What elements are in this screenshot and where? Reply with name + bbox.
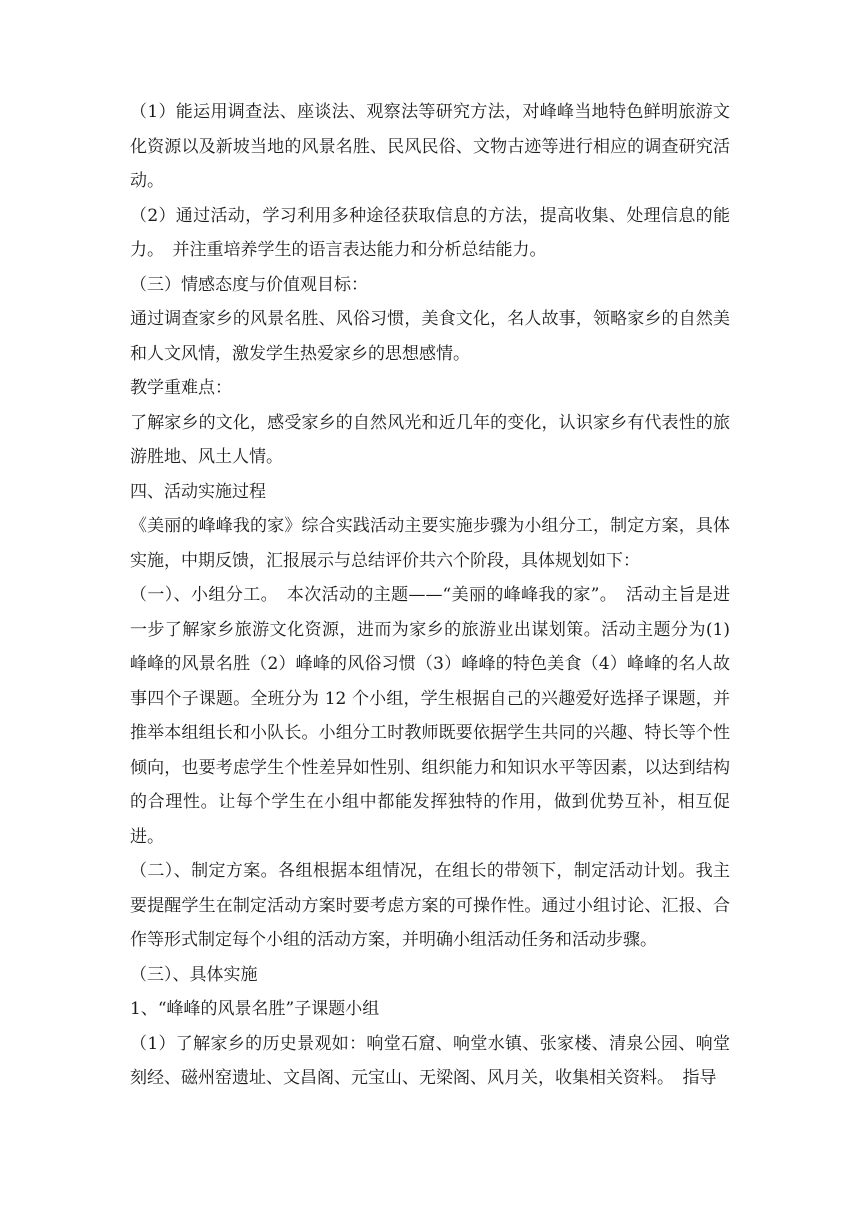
key-points-paragraph: 了解家乡的文化，感受家乡的自然风光和近几年的变化，认识家乡有代表性的旅游胜地、风土人情。 — [130, 412, 730, 467]
objective-paragraph-1: （1）能运用调查法、座谈法、观察法等研究方法，对峰峰当地特色鲜明旅游文化资源以及新坡当地的风景名胜、民风民俗、文物古迹等进行相应的调查研究活动。 — [130, 102, 730, 191]
objective-paragraph-2: （2）通过活动，学习利用多种途径获取信息的方法，提高收集、处理信息的能力。 并注重培养学生的语言表达能力和分析总结能力。 — [130, 205, 730, 260]
emotion-goals-paragraph: 通过调查家乡的风景名胜、风俗习惯，美食文化，名人故事，领略家乡的自然美和人文风情，激发学生热爱家乡的思想感情。 — [130, 309, 730, 364]
group-division-paragraph: （一）、小组分工。 本次活动的主题——“美丽的峰峰我的家”。 活动主旨是进一步了解家乡旅游文化资源，进而为家乡的旅游业出谋划策。活动主题分为(1)峰峰的风景名胜（2）峰峰的风俗习惯（3）峰峰的特色美食（4）峰峰的名人故事四个子课题。全班分为 12 个小组，学生根据自己的兴趣爱好选择子课题，并推举本组组长和小队长。小组分工时教师既要依据学生共同的兴趣、特长等个性倾向，也要考虑学生个性差异如性别、组织能力和知识水平等因素，以达到结构的合理性。让每个学生在小组中都能发挥独特的作用，做到优势互补，相互促进。 — [130, 585, 730, 847]
plan-making-paragraph: （二）、制定方案。各组根据本组情况，在组长的带领下，制定活动计划。我主要提醒学生在制定活动方案时要考虑方案的可操作性。通过小组讨论、汇报、合作等形式制定每个小组的活动方案，并明确小组活动任务和活动步骤。 — [130, 861, 730, 950]
section-heading-emotion-goals: （三）情感态度与价值观目标： — [130, 274, 368, 295]
subtopic-heading-scenic-spots: 1、“峰峰的风景名胜”子课题小组 — [130, 999, 380, 1019]
section-heading-key-points: 教学重难点： — [130, 378, 232, 398]
document-page — [130, 95, 730, 1096]
implementation-intro-paragraph: 《美丽的峰峰我的家》综合实践活动主要实施步骤为小组分工，制定方案，具体实施，中期反馈，汇报展示与总结评价共六个阶段，具体规划如下： — [130, 516, 730, 571]
section-heading-implementation: 四、活动实施过程 — [130, 481, 266, 502]
scenic-spots-paragraph: （1）了解家乡的历史景观如：响堂石窟、响堂水镇、张家楼、清泉公园、响堂刻经、磁州窑遗址、文昌阁、元宝山、无梁阁、风月关，收集相关资料。 指导 — [130, 1033, 730, 1088]
section-heading-execution: （三）、具体实施 — [130, 964, 258, 985]
